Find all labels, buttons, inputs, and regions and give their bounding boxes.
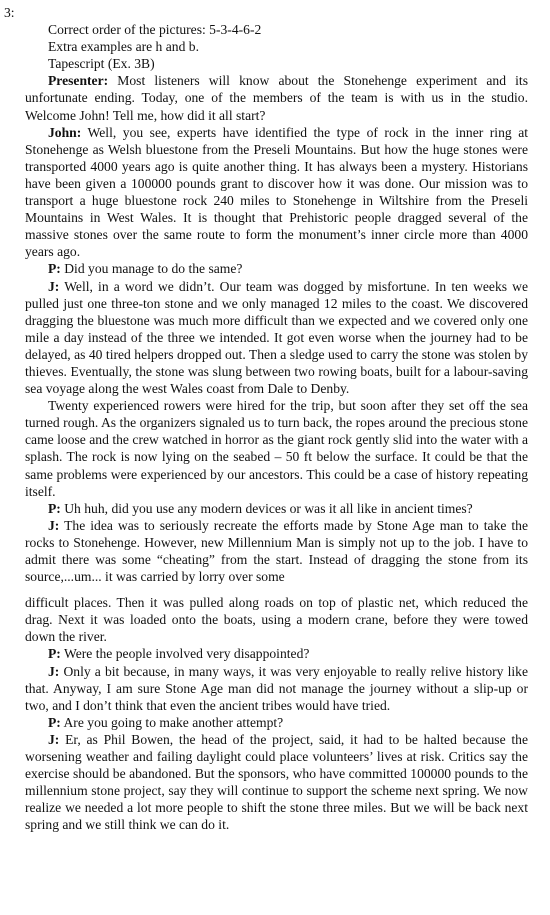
answer-line: Extra examples are h and b. <box>48 39 199 55</box>
dialogue-paragraph <box>25 594 528 645</box>
dialogue-text: Uh huh, did you use any modern devices or was it all like in ancient times? <box>60 500 473 516</box>
speaker-label: J: <box>48 278 60 294</box>
dialogue-paragraph <box>25 663 528 714</box>
speaker-label: J: <box>48 731 60 747</box>
dialogue-paragraph <box>25 731 528 834</box>
dialogue-paragraph <box>25 517 528 585</box>
speaker-label: J: <box>48 663 60 679</box>
dialogue-text: Well, you see, experts have identified the type of rock in the inner ring at Stonehenge as Welsh bluestone from the Preseli Mountains. But how the huge stones were transported 4000 years ago is quite another thing. It has always been a mystery. Historians have been given a 100000 pounds grant to discover how it was done. Our mission was to transport a huge bluestone rock 240 miles to Stonehenge in Wiltshire from the Preseli Mountains in West Wales. It is thought that Prehistoric people dragged several of the massive stones over the same route to form the monument’s inner circle more than 4000 years ago. <box>25 124 528 260</box>
dialogue-paragraph <box>25 72 528 123</box>
speaker-label: J: <box>48 517 60 533</box>
dialogue-text: Well, in a word we didn’t. Our team was dogged by misfortune. In ten weeks we pulled just one three-ton stone and we only managed 12 miles to the coast. We discovered dragging the bluestone was much more difficult than we expected and we covered only one mile a day instead of the three we intended. It got even worse when the journey had to be delayed, as 40 tired helpers dropped out. Then a sledge used to carry the stone was stolen by thieves. Eventually, the stone was slung between two rowing boats, built for a labour-saving sea voyage along the west Wales coast from Dale to Denby. <box>25 278 528 397</box>
dialogue-text: difficult places. Then it was pulled along roads on top of plastic net, which reduced the drag. Next it was loaded onto the boats, using a modern crane, before they were towed down the river. <box>25 595 528 645</box>
speaker-label: P: <box>48 646 61 662</box>
dialogue-text: Were the people involved very disappointed? <box>60 646 310 662</box>
page-break-gap <box>25 585 528 594</box>
dialogue-paragraph <box>25 397 528 500</box>
speaker-label: John: <box>48 124 82 140</box>
dialogue-text: Twenty experienced rowers were hired for the trip, but soon after they set off the sea turned rough. As the organizers signaled us to turn back, the ropes around the precious stone came loose and the crew watched in horror as the giant rock gently slid into the water with a splash. The rock is now lying on the seabed – 50 ft below the surface. It could be that the same problems were experienced by our ancestors. This could be a case of history repeating itself. <box>25 398 528 499</box>
speaker-label: P: <box>48 261 61 277</box>
dialogue-text: The idea was to seriously recreate the efforts made by Stone Age man to take the rocks to Stonehenge. However, new Millennium Man is simply not up to the job. I have to admit there was some “cheating” from the start. Instead of dragging the stone from its source,...um... it was carried by lorry over some <box>25 517 528 585</box>
dialogue-paragraph <box>25 714 528 731</box>
speaker-label: Presenter: <box>48 73 109 89</box>
dialogue-paragraph <box>25 500 528 517</box>
section-number: 3: <box>4 5 15 20</box>
dialogue-paragraph <box>25 260 528 277</box>
dialogue-text: Er, as Phil Bowen, the head of the project, said, it had to be halted because the worsening weather and failing daylight could place volunteers’ lives at risk. Critics say the exercise should be abandoned. But the sponsors, who have committed 100000 pounds to the millennium stone project, say they will continue to support the scheme next spring. We now realize we needed a lot more people to shift the stone three miles. But we will be back next spring and we still think we can do it. <box>25 731 528 833</box>
dialogue-paragraph <box>25 278 528 398</box>
dialogue-text: Are you going to make another attempt? <box>60 714 284 730</box>
dialogue-paragraph <box>25 124 528 261</box>
dialogue-paragraph <box>25 645 528 662</box>
tapescript-part-1 <box>25 72 528 585</box>
speaker-label: P: <box>48 500 61 516</box>
answer-line: Tapescript (Ex. 3B) <box>48 56 155 72</box>
tapescript-part-2 <box>25 594 528 833</box>
dialogue-text: Most listeners will know about the Stonehenge experiment and its unfortunate ending. Today, one of the members of the team is with us in the studio. Welcome John! Tell me, how did it all start? <box>25 73 528 123</box>
speaker-label: P: <box>48 714 61 730</box>
dialogue-text: Did you manage to do the same? <box>60 261 243 277</box>
answer-line: Correct order of the pictures: 5-3-4-6-2 <box>48 22 262 38</box>
dialogue-text: Only a bit because, in many ways, it was very enjoyable to really relive history like that. Anyway, I am sure Stone Age man did not manage the journey without a slip-up or two, and I don’t think that even the ancient tribes would have tried. <box>25 663 528 713</box>
